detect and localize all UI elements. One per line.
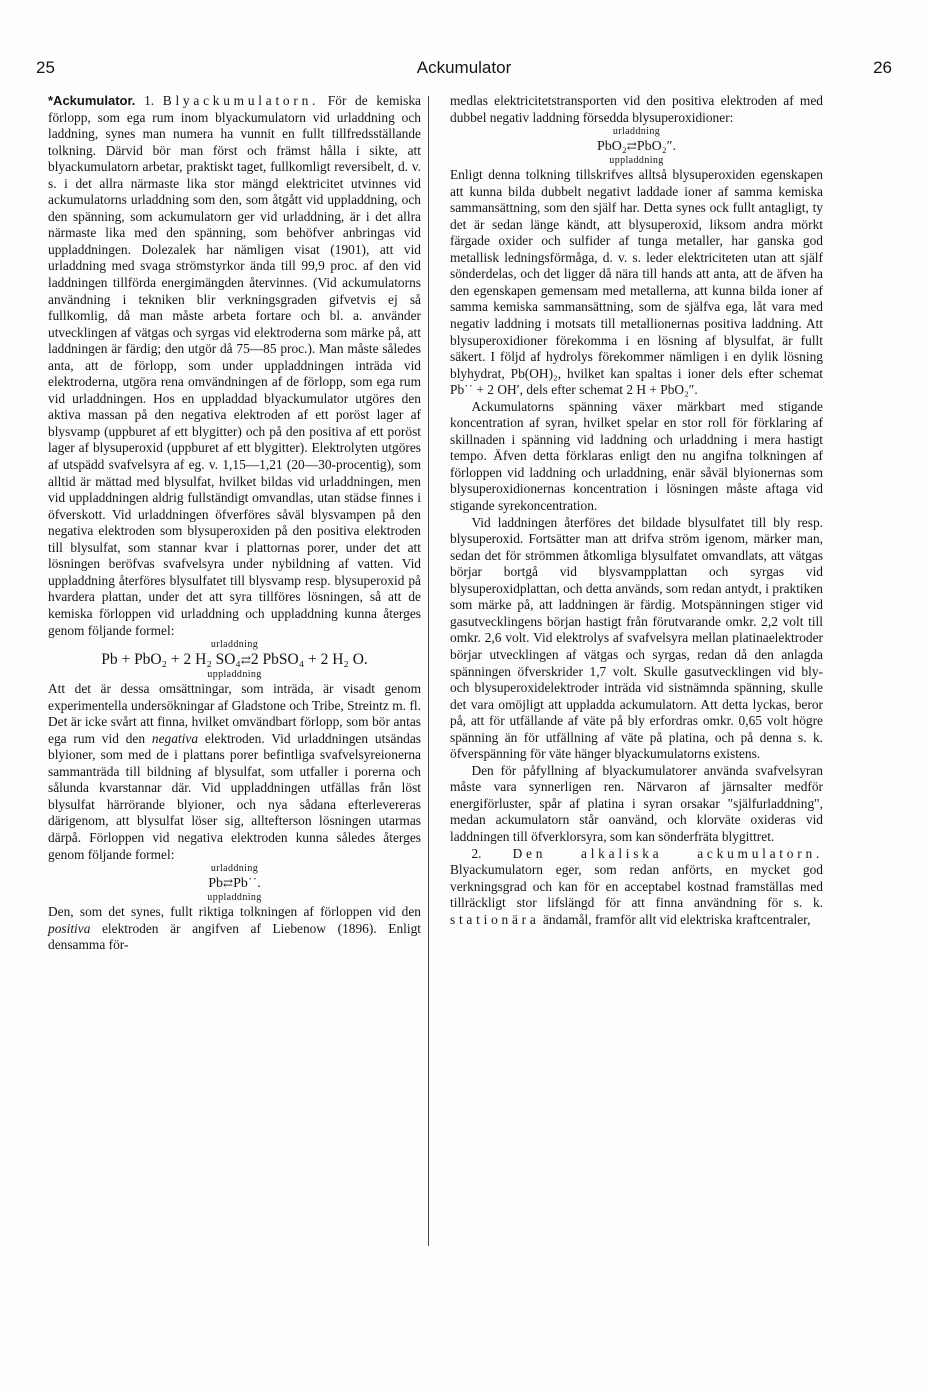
paragraph: medlas elektricitetstransporten vid den positiva elektroden af med dubbel negativ laddning försedda blysuperoxidioner:: [450, 93, 823, 125]
reversible-arrow-icon: ⇄: [223, 876, 234, 891]
formula-right-side: PbO₂″.: [636, 139, 676, 155]
paragraph: [450, 846, 823, 929]
spaced-word: stationära: [450, 911, 540, 927]
emphasis: negativa: [151, 730, 199, 746]
right-column: [450, 93, 823, 928]
emphasis: positiva: [48, 920, 91, 936]
formula-label-top: urladdning: [210, 639, 259, 651]
paragraph-text: elektroden. Vid urladdningen utsändas blyioner, som med de i plattans porer befintliga svafvelsyreionerna sammanträda till bildning af blysulfat, som utfaller i porerna och sålunda kvarstannar där. Vid uppladdningen utfällas från löst blysulfat härrörande blyioner, och nya sådana efterlevereras därigenom, att blysulfat löser sig, alltefterson lösningen utarmas därpå. Förloppen vid negativa elektroden kunna således återges genom följande formel:: [48, 730, 421, 862]
section-title: Blyackumulatorn.: [162, 93, 320, 108]
reversible-arrow-icon: ⇄: [626, 139, 637, 154]
formula-right-side: 2 PbSO₄ + 2 H₂ O.: [250, 651, 368, 669]
formula-left-side: Pb + PbO₂ + 2 H₂ SO₄: [101, 651, 241, 669]
formula-label-bottom: uppladdning: [609, 155, 664, 167]
paragraph: Ackumulatorns spänning växer märkbart med stigande koncentration af syran, hvilket spelar en stor roll för förklaring af skillnaden i spänning vid laddning och urladdning i mera hastigt tempo. Äfven detta förklaras enligt den nu angifna tolkningen af förloppen vid laddning och urladdning, enär såväl blyionernas som blysuperoxidionernas koncentration i lösningen måste aftaga vid stigande syrekoncentration.: [450, 398, 823, 514]
reversible-arrow-icon: ⇄: [240, 653, 251, 668]
paragraph: Den för påfyllning af blyackumulatorer använda svafvelsyran måste vara synnerligen ren. Närvaron af järnsalter medför energiförluster, spår af platina i syran orsakar "själfurladdning", medan ackumulatorn står oanvänd, och klorväte oxideras vid laddningen till öfverklorsyra, som kan sönderfräta blygittret.: [450, 762, 823, 844]
formula-label-bottom: uppladdning: [207, 892, 262, 904]
formula-left-side: Pb: [208, 876, 224, 892]
paragraph: [48, 93, 421, 639]
paragraph-text: För de kemiska förlopp, som ega rum inom blyackumulatorn vid urladdning och laddning, synes man numera ha vunnit en fullt tillfredsställande tolkning. Därvid bör man först och främst hålla i sikte, att blyackumulatorn arbetar, praktiskt taget, fullkomligt reversibelt, d. v. s. i det allra närmaste lika stor mängd elektricitet utvinnes vid ackumulatorns urladdning som den, som åtgått vid uppladdning, och den spänning, som ackumulatorn ger vid urladdning, är i det allra närmaste lika med den spänning, som behöfver anbringas vid uppladdningen. Dolezalek har nämligen visat (1901), att vid urladdning med svaga strömstyrkor ända till 99,9 proc. af den vid laddningen tillförda energimängden återvinnes. (Vid ackumulatorns användning i tekniken blir verkningsgraden gifvetvis ej så fullkomlig, då man måste arbeta fortare och bl. a. använder utvecklingen af vätgas och syrgas vid elektroderna som märke på, att laddningen är färdig; den utgör då 75—85 proc.). Man måste således anta, att de förlopp, som under uppladdningen inträda vid elektroderna, utgöra rena omvändningen af de förlopp, som ega rum vid urladdningen. Hos en uppladdad blyackumulator utgöres den aktiva massan på den negativa elektroden af ett poröst lager af blysvamp (uppburet af ett blygitter) och på den positiva af ett poröst lager af blysuperoxid (uppburet af ett blygitter). Elektrolyten utgöres af utspädd svafvelsyra af eg. v. 1,15—1,21 (20—30-procentig), som alltid är mättad med blysulfat, hvilket bildas vid urladdningen, men vid uppladdningen aldrig fullständigt omvandlas, utan städse finnes i öfverskott. Vid urladdningen öfverföres såväl blysvampen på den negativa elektroden som blysuperoxiden på den positiva elektroden till blysulfat, som stannar kvar i plattornas porer, under det att lösningen beröfvas svafvelsyra under nybildning af vatten. Vid uppladdning återföres blysulfatet till blysvamp resp. blysuperoxid på hvardera plattan, under det att syra tillföres lösningen, så att de kemiska förloppen vid urladdning och uppladdning kunna återges genom följande formel:: [48, 93, 421, 638]
formula-label-top: urladdning: [612, 126, 661, 138]
paragraph-text: ändamål, framför allt vid elektriska kraftcentraler,: [539, 911, 811, 927]
paragraph-text: Den, som det synes, fullt riktiga tolkningen af förloppen vid den: [48, 904, 421, 920]
paragraph: [48, 904, 421, 954]
formula-left-side: PbO₂: [597, 139, 627, 155]
paragraph-text: elektroden är angifven af Liebenow (1896). Enligt densamma för-: [48, 920, 421, 953]
headword: *Ackumulator.: [48, 93, 136, 108]
paragraph: Enligt denna tolkning tillskrifves alltså blysuperoxiden egenskapen att kunna bilda dubbelt negativt laddade ioner af samma kemiska sammansättning, som den själf har. Detta synes ock fullt antagligt, ty det är sedan länge kändt, att blysuperoxid, liksom andra mörkt färgade oxider och sulfider af tunga metaller, har ganska god metallisk ledningsförmåga, d. v. s. leder elektriciteten utan att själf sönderdelas, och det ligger då nära till hands att anta, att de äfven ha den egenskapen gemensam med metallerna, att kunna bilda ioner af samma kemiska sammansättning, som de själfva ega, låt vara med negativ laddning i motsats till metallionernas positiva laddning. Att blysuperoxidioner förekomma i en lösning af blysulfat, är fullt säkert. I följd af hydrolys förekommer nämligen i en dylik lösning blyhydrat, Pb(OH)₂, hvilket kan spaltas i ioner dels efter schemat Pb˙˙ + 2 OH′, dels efter schemat 2 H + PbO₂″.: [450, 167, 823, 398]
formula-lead-acid: [48, 639, 421, 681]
paragraph-text: Blyackumulatorn eger, som redan anförts, en mycket god verkningsgrad och kan för en acceptabel kostnad framställas med tillräckligt stor lifslängd för att finna användning för s. k.: [450, 862, 823, 911]
formula-right-side: Pb˙˙.: [233, 876, 261, 892]
formula-positive-electrode: [450, 126, 823, 167]
formula-negative-electrode: [48, 863, 421, 904]
paragraph: [48, 681, 421, 863]
section-number: 2.: [471, 845, 482, 861]
page-header: [36, 58, 892, 82]
paragraph: Vid laddningen återföres det bildade blysulfatet till bly resp. blysuperoxid. Fortsätter man att drifva ström igenom, märker man, sedan det för strömmen åtkomliga blysulfatet omvandlats, att vätgas börjar bortgå vid blysvampplattan och syrgas vid blysuperoxidplattan, och detta används, som redan antydt, i praktiken som märke på, att laddningen är färdig. Motspänningen stiger vid gasutvecklingens början hastigt från förutvarande omkr. 2,2 volt till omkr. 2,6 volt. Vid elektrolys af svafvelsyra mellan platinaelektroder börjar utvecklingen af vätgas och syrgas, redan då den anlagda spänningen öfverskrider 1,7 volt. Skulle gasutvecklingen vid bly- och blysuperoxidelektroder inträda vid sistnämnda spänning, skulle det vara omöjligt att uppladda ackumulatorn. Att detta lyckas, beror på, att för utfällande af väte på bly erfordras omkr. 0,65 volt högre spänning än för utfällning af väte på platina, och på denna s. k. öfverspänning för väte hänger blyackumulatorns existens.: [450, 514, 823, 762]
formula-label-top: urladdning: [210, 863, 259, 875]
left-column: [48, 93, 421, 954]
paragraph-text: Att det är dessa omsättningar, som inträda, är visadt genom experimentella undersökningar af Gladstone och Tribe, Streintz m. fl. Det är icke svårt att finna, hvilket omvändbart förlopp, som bör antas ega rum vid den: [48, 681, 421, 746]
section-number: 1.: [144, 93, 155, 108]
formula-label-bottom: uppladdning: [207, 669, 262, 681]
section-title: Den alkaliska ackumulatorn.: [512, 845, 823, 861]
running-title: Ackumulator: [416, 58, 512, 77]
page-number-right: 26: [873, 58, 892, 77]
page-number-left: 25: [36, 58, 55, 77]
column-divider: [428, 96, 429, 1246]
